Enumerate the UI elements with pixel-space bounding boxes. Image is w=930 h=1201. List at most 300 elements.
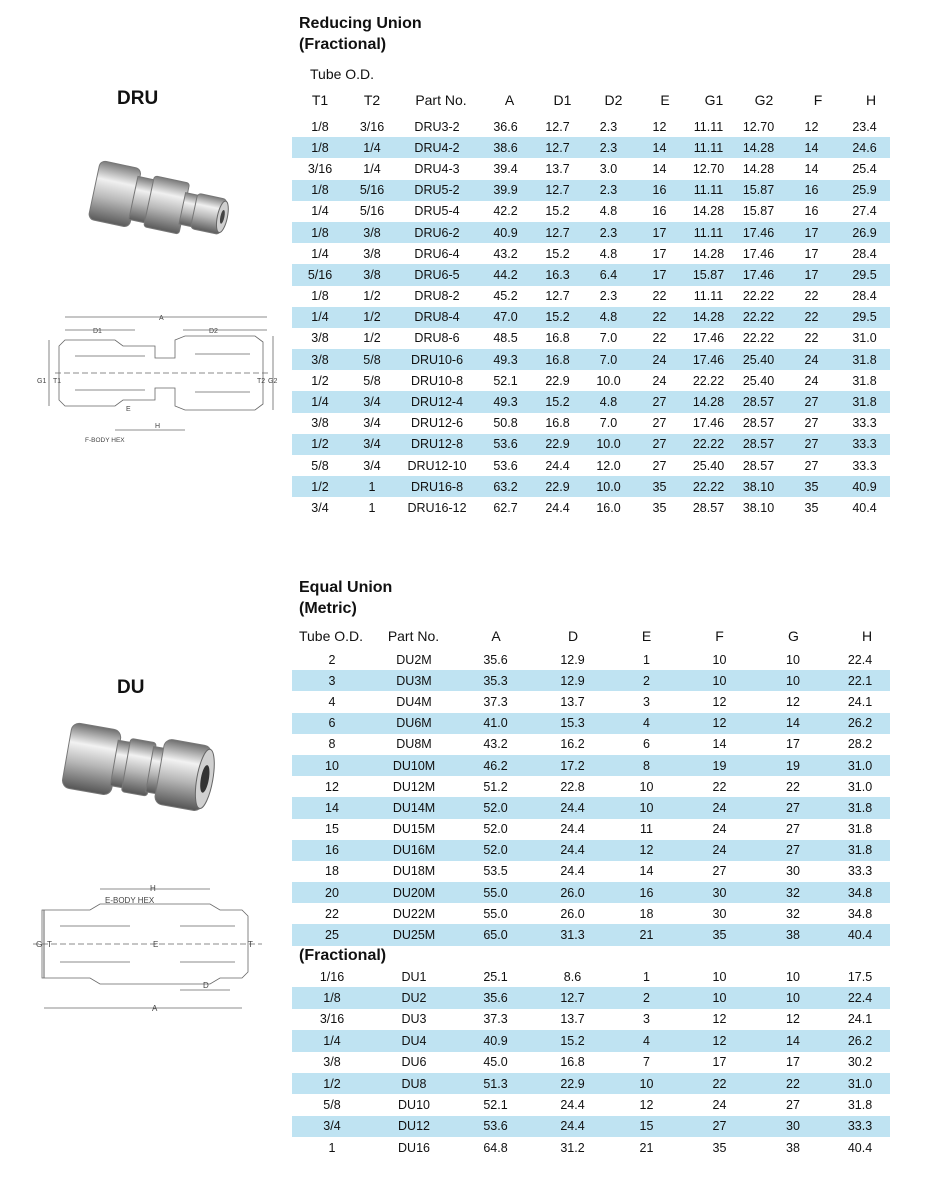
table-cell: 12.0 xyxy=(596,458,621,473)
table-cell: 11.11 xyxy=(693,119,724,134)
table-row xyxy=(292,286,890,307)
du-dim-h: H xyxy=(150,884,156,893)
table-cell: 25 xyxy=(292,924,372,945)
table-cell: 38 xyxy=(786,1140,800,1155)
table-cell: 43.2 xyxy=(483,737,508,752)
table-cell: 31.3 xyxy=(535,924,610,945)
table-cell: 31.8 xyxy=(839,349,890,370)
table-cell: 24 xyxy=(683,797,756,818)
dru-title-line1: Reducing Union xyxy=(299,15,422,32)
table-cell: 52.0 xyxy=(456,797,535,818)
table-cell: 10 xyxy=(786,969,800,984)
dru-dim-h: H xyxy=(155,423,161,430)
table-cell: 1 xyxy=(643,652,650,667)
table-cell: 33.3 xyxy=(852,416,877,431)
du-dim-d: D xyxy=(203,981,209,990)
table-cell: 22 xyxy=(325,906,339,921)
table-cell: 16 xyxy=(804,204,819,219)
table-row xyxy=(292,691,890,712)
table-cell: DU15M xyxy=(392,822,436,837)
table-cell: 12.7 xyxy=(545,289,570,304)
table-cell: 14.28 xyxy=(692,246,725,261)
table-cell: 28.2 xyxy=(847,737,873,752)
du-col-e: E xyxy=(641,628,652,644)
table-cell: 24 xyxy=(635,349,684,370)
table-cell: DU10M xyxy=(372,755,456,776)
table-cell: 12.70 xyxy=(692,161,725,176)
table-cell: 15.2 xyxy=(533,307,582,328)
dru-col-g1: G1 xyxy=(704,92,724,108)
table-cell: 22 xyxy=(652,331,667,346)
table-row xyxy=(292,116,890,137)
table-cell: DU2 xyxy=(372,987,456,1008)
table-cell: 27 xyxy=(804,458,819,473)
table-cell: 27 xyxy=(635,434,684,455)
table-cell: 12 xyxy=(683,713,756,734)
table-cell: 11.11 xyxy=(684,137,733,158)
table-row xyxy=(292,1030,890,1051)
table-cell: 1/2 xyxy=(292,476,348,497)
table-cell: 29.5 xyxy=(839,264,890,285)
table-row xyxy=(292,755,890,776)
table-cell: DRU3-2 xyxy=(414,119,460,134)
table-cell: 16 xyxy=(652,204,667,219)
table-cell: 28.4 xyxy=(852,246,877,261)
table-cell: 30 xyxy=(756,1116,830,1137)
table-cell: 33.3 xyxy=(839,434,890,455)
table-cell: 26.2 xyxy=(830,713,890,734)
table-cell: DU10 xyxy=(398,1098,430,1113)
table-cell: 35 xyxy=(635,476,684,497)
table-cell: 11 xyxy=(640,822,653,837)
table-cell: 48.5 xyxy=(493,331,518,346)
table-cell: 24.4 xyxy=(560,1098,585,1113)
dru-title-line2: (Fractional) xyxy=(299,36,387,53)
table-cell: 22.22 xyxy=(742,289,775,304)
table-cell: 24.4 xyxy=(560,864,585,879)
table-cell: 17.46 xyxy=(684,349,733,370)
table-cell: 5/8 xyxy=(311,458,329,473)
table-cell: 15.87 xyxy=(684,264,733,285)
table-cell: 46.2 xyxy=(456,755,535,776)
table-cell: 1/16 xyxy=(319,969,345,984)
table-cell: 7 xyxy=(643,1055,650,1070)
table-cell: 22.22 xyxy=(692,373,725,388)
table-cell: 11.11 xyxy=(693,289,724,304)
table-cell: 31.0 xyxy=(830,1073,890,1094)
table-cell: 15 xyxy=(325,822,339,837)
table-cell: 40.9 xyxy=(839,476,890,497)
table-cell: 16.8 xyxy=(533,349,582,370)
table-cell: 12.70 xyxy=(742,119,775,134)
table-row xyxy=(292,734,890,755)
table-cell: 6 xyxy=(292,713,372,734)
table-cell: 3/8 xyxy=(348,264,396,285)
table-cell: 3/8 xyxy=(363,246,381,261)
table-cell: 12.9 xyxy=(560,652,585,667)
table-cell: 30 xyxy=(712,906,727,921)
table-cell: 10 xyxy=(610,797,683,818)
table-cell: 22.9 xyxy=(535,1073,610,1094)
table-row xyxy=(292,476,890,497)
table-cell: 5/16 xyxy=(292,264,348,285)
table-cell: DRU8-6 xyxy=(414,331,460,346)
table-cell: 10 xyxy=(292,755,372,776)
table-cell: 4 xyxy=(610,713,683,734)
table-cell: DU22M xyxy=(392,906,436,921)
table-cell: 29.5 xyxy=(839,307,890,328)
table-cell: 26.0 xyxy=(560,906,585,921)
table-cell: 20 xyxy=(292,882,372,903)
du-title-line1: Equal Union xyxy=(299,579,393,596)
table-cell: 25.40 xyxy=(692,458,725,473)
table-cell: 52.1 xyxy=(493,373,518,388)
table-cell: 27 xyxy=(784,434,839,455)
table-cell: 5/8 xyxy=(363,373,381,388)
table-cell: DU6M xyxy=(372,713,456,734)
table-cell: 26.2 xyxy=(830,1030,890,1051)
table-cell: 7.0 xyxy=(599,331,618,346)
table-cell: 31.8 xyxy=(830,797,890,818)
table-cell: 1/2 xyxy=(348,307,396,328)
table-cell: 27 xyxy=(652,416,667,431)
table-cell: 12.7 xyxy=(535,987,610,1008)
table-cell: 3/8 xyxy=(311,416,329,431)
table-row xyxy=(292,819,890,840)
table-cell: 1/8 xyxy=(292,180,348,201)
table-cell: 28.57 xyxy=(733,391,784,412)
table-cell: 3 xyxy=(292,670,372,691)
table-cell: 8 xyxy=(328,737,336,752)
table-cell: 1/2 xyxy=(292,1073,372,1094)
table-cell: 28.57 xyxy=(742,416,775,431)
table-row xyxy=(292,1116,890,1137)
table-cell: 25.9 xyxy=(839,180,890,201)
table-cell: 1/4 xyxy=(311,246,329,261)
du-col-h: H xyxy=(861,628,873,644)
table-cell: 27 xyxy=(804,416,819,431)
table-cell: DRU8-2 xyxy=(414,289,460,304)
table-cell: 28.57 xyxy=(733,434,784,455)
table-cell: 3/8 xyxy=(323,1055,341,1070)
table-cell: 3/16 xyxy=(307,161,333,176)
table-cell: 32 xyxy=(786,906,800,921)
table-cell: DRU5-4 xyxy=(414,204,460,219)
table-cell: 5/8 xyxy=(348,349,396,370)
table-cell: 24.4 xyxy=(535,840,610,861)
table-cell: DRU8-4 xyxy=(396,307,478,328)
du-col-g: G xyxy=(788,628,799,644)
du-fractional-label: (Fractional) xyxy=(299,947,387,964)
dru-header xyxy=(297,92,896,108)
du-dim-g: G xyxy=(36,940,43,949)
table-cell: 22.22 xyxy=(684,476,733,497)
table-cell: 3 xyxy=(643,1012,650,1027)
table-cell: 16 xyxy=(292,840,372,861)
table-cell: DRU4-3 xyxy=(414,161,460,176)
table-cell: 14 xyxy=(635,137,684,158)
dru-col-part: Part No. xyxy=(415,92,467,108)
table-cell: 10.0 xyxy=(582,476,635,497)
table-cell: 21 xyxy=(610,924,683,945)
table-cell: 12 xyxy=(610,840,683,861)
dru-col-d2: D2 xyxy=(604,92,623,108)
table-cell: 19 xyxy=(756,755,830,776)
table-cell: 22 xyxy=(804,331,819,346)
table-cell: DRU12-8 xyxy=(396,434,478,455)
table-cell: 53.6 xyxy=(478,434,533,455)
table-cell: 26.0 xyxy=(535,882,610,903)
dru-table xyxy=(292,116,890,519)
table-cell: 27 xyxy=(712,864,727,879)
table-cell: 37.3 xyxy=(483,694,508,709)
table-cell: 31.0 xyxy=(847,779,873,794)
dru-col-t1: T1 xyxy=(311,92,329,108)
table-cell: 31.0 xyxy=(852,331,877,346)
table-cell: 1/2 xyxy=(292,434,348,455)
table-row xyxy=(292,713,890,734)
table-cell: 35 xyxy=(683,924,756,945)
dru-dim-e: E xyxy=(126,406,131,413)
table-cell: 33.3 xyxy=(847,864,873,879)
table-cell: 22 xyxy=(683,1073,756,1094)
table-cell: 22.9 xyxy=(533,476,582,497)
table-cell: 12 xyxy=(683,1030,756,1051)
table-cell: 14.28 xyxy=(733,137,784,158)
table-cell: 22.22 xyxy=(733,307,784,328)
table-cell: 17 xyxy=(784,222,839,243)
table-cell: DU12 xyxy=(372,1116,456,1137)
table-cell: 40.4 xyxy=(852,500,877,515)
table-cell: 49.3 xyxy=(478,349,533,370)
table-cell: 3/4 xyxy=(348,391,396,412)
table-cell: DRU5-2 xyxy=(396,180,478,201)
table-cell: 3/8 xyxy=(311,331,329,346)
table-cell: 15.87 xyxy=(742,204,775,219)
table-cell: 17.46 xyxy=(692,416,725,431)
table-cell: 4 xyxy=(610,1030,683,1051)
table-cell: 27 xyxy=(784,391,839,412)
table-row xyxy=(292,987,890,1008)
table-cell: 30.2 xyxy=(847,1055,873,1070)
dru-product-photo xyxy=(72,155,242,260)
table-cell: 12 xyxy=(325,779,339,794)
table-cell: 1/4 xyxy=(363,161,381,176)
table-cell: 1 xyxy=(348,476,396,497)
dru-dim-t2: T2 xyxy=(257,378,266,385)
table-cell: 1/2 xyxy=(363,331,381,346)
du-code: DU xyxy=(117,677,145,698)
table-cell: DU2M xyxy=(396,652,432,667)
table-row xyxy=(292,861,890,882)
table-cell: 17.46 xyxy=(733,264,784,285)
table-cell: DRU12-10 xyxy=(407,458,467,473)
table-cell: 35 xyxy=(804,500,819,515)
table-row xyxy=(292,1009,890,1030)
table-row xyxy=(292,966,890,987)
table-cell: 32 xyxy=(756,882,830,903)
table-cell: 1/8 xyxy=(311,119,329,134)
table-cell: 1 xyxy=(643,969,650,984)
table-cell: DRU6-4 xyxy=(414,246,460,261)
du-drawing xyxy=(30,882,270,1022)
table-cell: DRU16-8 xyxy=(396,476,478,497)
du-dim-t-right: T xyxy=(248,940,253,949)
table-cell: 45.2 xyxy=(493,289,518,304)
dru-col-g2: G2 xyxy=(754,92,774,108)
table-cell: 22 xyxy=(786,779,800,794)
table-cell: 49.3 xyxy=(478,391,533,412)
table-row xyxy=(292,370,890,391)
table-cell: 30 xyxy=(786,864,800,879)
table-cell: 2.3 xyxy=(582,180,635,201)
table-cell: 1/8 xyxy=(311,289,329,304)
table-cell: 15.2 xyxy=(545,204,570,219)
table-row xyxy=(292,1137,890,1158)
table-row xyxy=(292,670,890,691)
table-row xyxy=(292,1094,890,1115)
table-cell: 31.2 xyxy=(560,1140,585,1155)
table-cell: 10 xyxy=(683,987,756,1008)
table-cell: 26.9 xyxy=(839,222,890,243)
table-cell: DU14M xyxy=(372,797,456,818)
du-col-a: A xyxy=(491,628,501,644)
table-cell: DU6 xyxy=(401,1055,427,1070)
table-row xyxy=(292,307,890,328)
table-cell: 39.9 xyxy=(478,180,533,201)
table-cell: 1/8 xyxy=(292,987,372,1008)
table-cell: DU16 xyxy=(398,1140,430,1155)
table-row xyxy=(292,434,890,455)
table-cell: 12 xyxy=(712,1012,727,1027)
table-cell: 28.57 xyxy=(692,500,725,515)
du-metric-table xyxy=(292,649,890,946)
table-cell: 22 xyxy=(712,779,727,794)
table-cell: 24 xyxy=(804,373,819,388)
table-cell: 3/8 xyxy=(292,349,348,370)
table-cell: 16 xyxy=(784,180,839,201)
table-cell: 37.3 xyxy=(483,1012,508,1027)
table-cell: 8 xyxy=(610,755,683,776)
table-cell: 22 xyxy=(804,289,819,304)
table-cell: 17 xyxy=(786,1055,800,1070)
table-cell: 5/16 xyxy=(359,204,385,219)
table-cell: 35 xyxy=(784,476,839,497)
table-cell: 27 xyxy=(786,822,800,837)
table-cell: 22.9 xyxy=(545,373,570,388)
du-title xyxy=(299,577,392,619)
table-cell: 33.3 xyxy=(830,1116,890,1137)
table-cell: 17.46 xyxy=(692,331,725,346)
dru-dim-g1: G1 xyxy=(37,378,47,385)
table-cell: 16.8 xyxy=(560,1055,585,1070)
table-cell: 15 xyxy=(610,1116,683,1137)
table-cell: 22.4 xyxy=(847,652,873,667)
du-dim-a: A xyxy=(152,1004,158,1013)
tube-od-label: Tube O.D. xyxy=(310,66,375,82)
table-cell: 34.8 xyxy=(847,906,873,921)
table-cell: 27 xyxy=(683,1116,756,1137)
table-cell: 3/16 xyxy=(319,1012,345,1027)
dru-col-e: E xyxy=(660,92,670,108)
table-cell: 17 xyxy=(635,264,684,285)
table-cell: 23.4 xyxy=(852,119,877,134)
table-cell: 18 xyxy=(325,864,339,879)
table-cell: 25.4 xyxy=(852,161,877,176)
table-row xyxy=(292,222,890,243)
table-cell: 1/2 xyxy=(311,373,329,388)
table-cell: 55.0 xyxy=(483,906,508,921)
table-cell: 10.0 xyxy=(582,434,635,455)
table-cell: 16 xyxy=(610,882,683,903)
table-cell: 1 xyxy=(368,500,376,515)
table-cell: 24 xyxy=(652,373,667,388)
table-cell: 40.9 xyxy=(478,222,533,243)
table-cell: 12 xyxy=(712,694,727,709)
table-cell: 12 xyxy=(804,119,819,134)
table-cell: DU12M xyxy=(392,779,436,794)
table-cell: 3/4 xyxy=(363,416,381,431)
table-cell: DU1 xyxy=(401,969,427,984)
table-cell: 1/8 xyxy=(292,137,348,158)
table-cell: 45.0 xyxy=(483,1055,508,1070)
table-row xyxy=(292,180,890,201)
table-cell: DRU10-6 xyxy=(396,349,478,370)
table-cell: 17 xyxy=(784,264,839,285)
table-cell: 1/2 xyxy=(363,289,381,304)
table-cell: 22.22 xyxy=(684,434,733,455)
table-cell: 38.6 xyxy=(478,137,533,158)
table-cell: 22 xyxy=(784,307,839,328)
table-cell: 28.57 xyxy=(742,458,775,473)
dru-col-h: H xyxy=(865,92,877,108)
table-cell: 14.28 xyxy=(742,161,775,176)
table-cell: DRU6-5 xyxy=(396,264,478,285)
table-cell: 14 xyxy=(804,161,819,176)
table-cell: 24.6 xyxy=(839,137,890,158)
table-cell: 6 xyxy=(643,737,650,752)
table-cell: 8.6 xyxy=(563,969,582,984)
table-cell: 24 xyxy=(683,840,756,861)
table-cell: 19 xyxy=(683,755,756,776)
table-cell: 34.8 xyxy=(830,882,890,903)
table-cell: 22 xyxy=(635,307,684,328)
dru-dim-hex: F-BODY HEX xyxy=(85,437,125,444)
table-cell: 6.4 xyxy=(582,264,635,285)
table-cell: 10 xyxy=(610,1073,683,1094)
table-cell: 65.0 xyxy=(456,924,535,945)
table-cell: DRU4-2 xyxy=(396,137,478,158)
table-cell: 53.5 xyxy=(483,864,508,879)
table-cell: 3/4 xyxy=(311,500,329,515)
table-cell: 17 xyxy=(652,246,667,261)
table-cell: 25.40 xyxy=(733,349,784,370)
dru-dim-t1: T1 xyxy=(53,378,62,385)
table-cell: 40.4 xyxy=(830,924,890,945)
table-cell: 3/8 xyxy=(348,222,396,243)
table-cell: 33.3 xyxy=(852,458,877,473)
table-cell: 15.2 xyxy=(545,246,570,261)
dru-drawing xyxy=(35,310,285,450)
table-row xyxy=(292,840,890,861)
table-cell: 10 xyxy=(639,779,654,794)
table-cell: 31.8 xyxy=(839,391,890,412)
table-cell: 14 xyxy=(756,713,830,734)
table-row xyxy=(292,201,890,222)
table-row xyxy=(292,882,890,903)
table-cell: 7.0 xyxy=(599,416,618,431)
table-cell: 3/4 xyxy=(348,434,396,455)
